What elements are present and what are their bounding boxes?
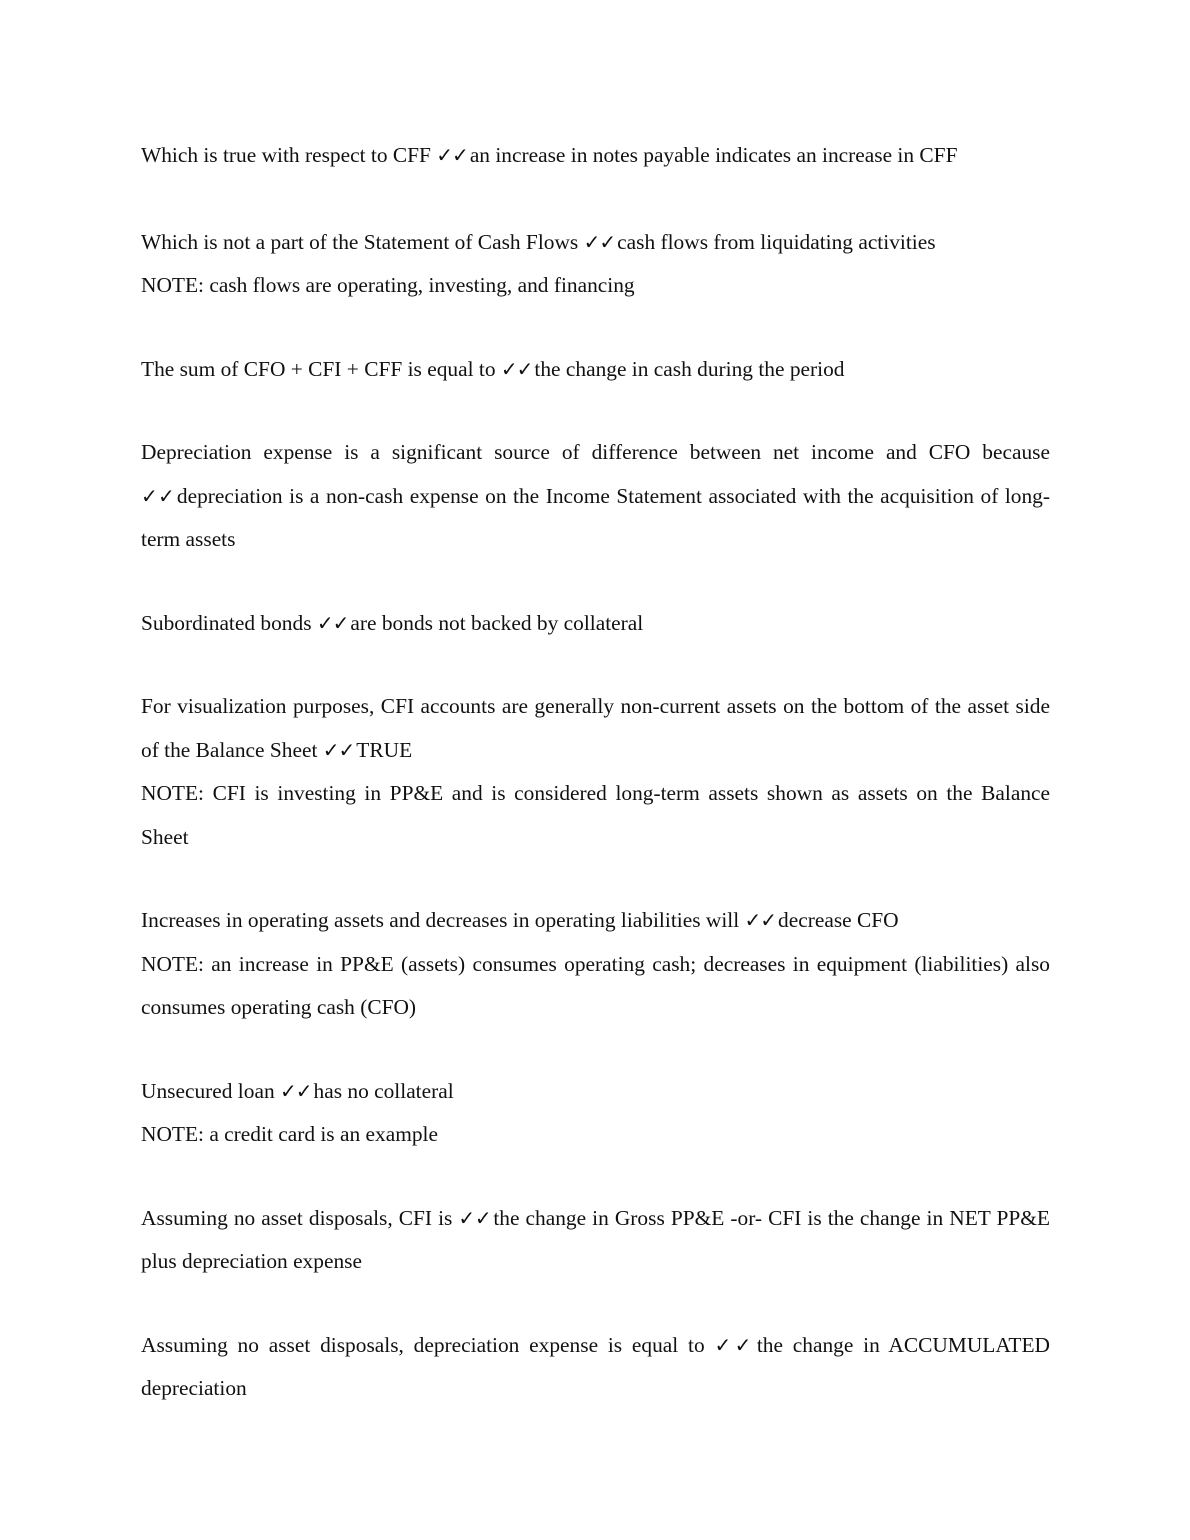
answer-text: depreciation is a non-cash expense on the Income Statement associated with the acquisition of long-term assets <box>141 483 1051 551</box>
qa-question-line <box>141 899 1050 943</box>
qa-question-line <box>141 431 1050 562</box>
qa-question-line <box>141 1070 1050 1114</box>
question-text: Unsecured loan <box>141 1078 275 1103</box>
answer-text: the change in ACCUMULATED depreciation <box>141 1332 1050 1400</box>
note-text: NOTE: cash flows are operating, investing, and financing <box>141 273 635 297</box>
qa-item <box>141 1197 1050 1284</box>
question-text: For visualization purposes, CFI accounts are generally non-current assets on the bottom of the asset side of the Balance Sheet <box>141 694 1050 762</box>
note-text: NOTE: a credit card is an example <box>141 1122 438 1146</box>
question-text: Increases in operating assets and decreases in operating liabilities will <box>141 908 740 932</box>
qa-item <box>141 899 1050 1030</box>
note-text: NOTE: an increase in PP&E (assets) consumes operating cash; decreases in equipment (liabilities) also consumes operating cash (CFO) <box>141 951 1050 1019</box>
qa-item <box>141 134 1050 178</box>
qa-item <box>141 602 1050 646</box>
double-check-icon: ✓✓ <box>500 356 533 381</box>
qa-question-line <box>141 1324 1050 1411</box>
answer-text: has no collateral <box>313 1078 454 1103</box>
double-check-icon: ✓✓ <box>436 143 468 167</box>
qa-item <box>141 431 1050 562</box>
answer-text: the change in cash during the period <box>534 356 845 381</box>
qa-item <box>141 348 1050 392</box>
answer-text: cash flows from liquidating activities <box>617 229 936 254</box>
double-check-icon: ✓✓ <box>280 1078 312 1103</box>
qa-item <box>141 1070 1050 1157</box>
note-text: NOTE: CFI is investing in PP&E and is considered long-term assets shown as assets on the Balance Sheet <box>141 781 1050 849</box>
question-text: Assuming no asset disposals, CFI is <box>141 1205 453 1230</box>
qa-item <box>141 221 1050 308</box>
question-text: Depreciation expense is a significant source of difference between net income and CFO because <box>141 440 1050 464</box>
question-text: The sum of CFO + CFI + CFF is equal to <box>141 356 496 381</box>
qa-question-line <box>141 221 1050 265</box>
answer-text: decrease CFO <box>778 908 899 932</box>
answer-text: an increase in notes payable indicates an increase in CFF <box>469 143 958 167</box>
qa-item <box>141 1324 1050 1411</box>
qa-question-line <box>141 1197 1050 1284</box>
answer-text: the change in Gross PP&E -or- CFI is the change in NET PP&E plus depreciation expense <box>141 1205 1050 1273</box>
qa-question-line <box>141 602 1050 646</box>
double-check-icon: ✓✓ <box>714 1332 755 1357</box>
qa-question-line <box>141 685 1050 772</box>
question-text: Which is not a part of the Statement of Cash Flows <box>141 229 579 254</box>
double-check-icon: ✓✓ <box>583 229 616 254</box>
double-check-icon: ✓✓ <box>141 483 175 508</box>
question-text: Subordinated bonds <box>141 610 312 635</box>
question-text: Assuming no asset disposals, depreciation expense is equal to <box>141 1332 705 1357</box>
qa-item <box>141 685 1050 859</box>
answer-text: are bonds not backed by collateral <box>350 610 644 635</box>
qa-question-line <box>141 134 1050 178</box>
qa-question-line <box>141 348 1050 392</box>
double-check-icon: ✓✓ <box>458 1205 492 1230</box>
answer-text: TRUE <box>356 737 413 762</box>
double-check-icon: ✓✓ <box>322 737 355 762</box>
question-text: Which is true with respect to CFF <box>141 143 431 167</box>
document-page <box>141 134 1050 1451</box>
double-check-icon: ✓✓ <box>316 610 349 635</box>
double-check-icon: ✓✓ <box>744 908 777 932</box>
